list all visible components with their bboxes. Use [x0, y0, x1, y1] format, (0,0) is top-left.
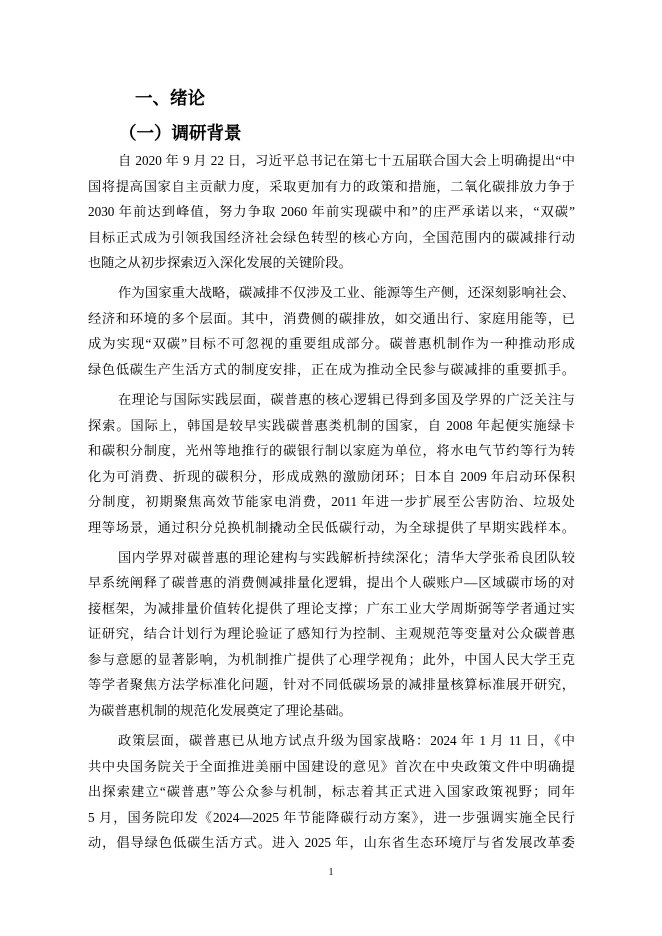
text-line: 5 月，国务院印发《2024—2025 年节能降碳行动方案》，进一步强调实施全民行: [88, 809, 575, 825]
text-line: 分制度，初期聚焦高效节能家电消费，2011 年进一步扩展至公害防治、垃圾处: [88, 494, 575, 509]
paragraph: [88, 280, 575, 382]
text-line: 等学者聚焦方法学标准化问题，针对不同低碳场景的减排量核算标准展开研究，: [88, 677, 575, 693]
text-line: 为碳普惠机制的规范化发展奠定了理论基础。: [88, 702, 352, 718]
text-line: 目标正式成为引领我国经济社会绿色转型的核心方向，全国范围内的碳减排行动: [88, 229, 575, 245]
text-line: 绿色低碳生产生活方式的制度安排，正在成为推动全民参与碳减排的重要抓手。: [88, 361, 575, 377]
text-line: 作为国家重大战略，碳减排不仅涉及工业、能源等生产侧，还深刻影响社会、: [118, 285, 575, 301]
text-line: 国将提高国家自主贡献力度，采取更加有力的政策和措施，二氧化碳排放力争于: [88, 178, 575, 194]
text-line: 动，倡导绿色低碳生活方式。进入 2025 年，山东省生态环境厅与省发展改革委: [88, 835, 575, 850]
text-line: 出探索建立“碳普惠”等公众参与机制，标志着其正式进入国家政策视野；同年: [88, 784, 575, 799]
text-line: 国内学界对碳普惠的理论建构与实践解析持续深化；清华大学张希良团队较: [118, 549, 575, 565]
text-line: 探索。国际上，韩国是较早实践碳普惠类机制的国家，自 2008 年起便实施绿卡: [88, 417, 575, 433]
paragraph: [88, 545, 575, 724]
subsection-heading: （一）调研背景: [119, 123, 242, 143]
page-number: 1: [328, 867, 334, 878]
text-line: 2030 年前达到峰值，努力争取 2060 年前实现碳中和”的庄严承诺以来，“双碳”: [88, 204, 575, 219]
paragraph: [88, 387, 575, 540]
paragraph: [88, 728, 575, 856]
text-line: 参与意愿的显著影响，为机制推广提供了心理学视角；此外，中国人民大学王克: [88, 651, 575, 667]
text-line: 在理论与国际实践层面，碳普惠的核心逻辑已得到多国及学界的广泛关注与: [118, 392, 575, 407]
text-line: 证研究，结合计划行为理论验证了感知行为控制、主观规范等变量对公众碳普惠: [88, 626, 575, 642]
section-heading: 一、绪论: [135, 88, 205, 108]
paragraph: [88, 148, 575, 276]
text-line: 共中央国务院关于全面推进美丽中国建设的意见》首次在中央政策文件中明确提: [88, 758, 575, 774]
text-line: 政策层面，碳普惠已从地方试点升级为国家战略：2024 年 1 月 11 日，《中: [118, 733, 575, 748]
text-line: 早系统阐释了碳普惠的消费侧减排量化逻辑，提出个人碳账户—区域碳市场的对: [88, 575, 575, 591]
text-line: 成为实现“双碳”目标不可忽视的重要组成部分。碳普惠机制作为一种推动形成: [88, 336, 575, 352]
text-line: 化为可消费、折现的碳积分，形成成熟的激励闭环；日本自 2009 年启动环保积: [88, 468, 575, 484]
text-line: 也随之从初步探索迈入深化发展的关键阶段。: [88, 255, 352, 270]
text-line: 接框架，为减排量价值转化提供了理论支撑；广东工业大学周斯弼等学者通过实: [88, 600, 575, 616]
text-line: 理等场景，通过积分兑换机制撬动全民低碳行动，为全球提供了早期实践样本。: [88, 519, 575, 535]
text-line: 经济和环境的多个层面。其中，消费侧的碳排放，如交通出行、家庭用能等，已: [88, 310, 575, 326]
text-line: 和碳积分制度，光州等地推行的碳银行制以家庭为单位，将水电气节约等行为转: [88, 443, 575, 458]
body-text: [88, 148, 575, 856]
text-line: 自 2020 年 9 月 22 日，习近平总书记在第七十五届联合国大会上明确提出“中: [118, 153, 575, 168]
